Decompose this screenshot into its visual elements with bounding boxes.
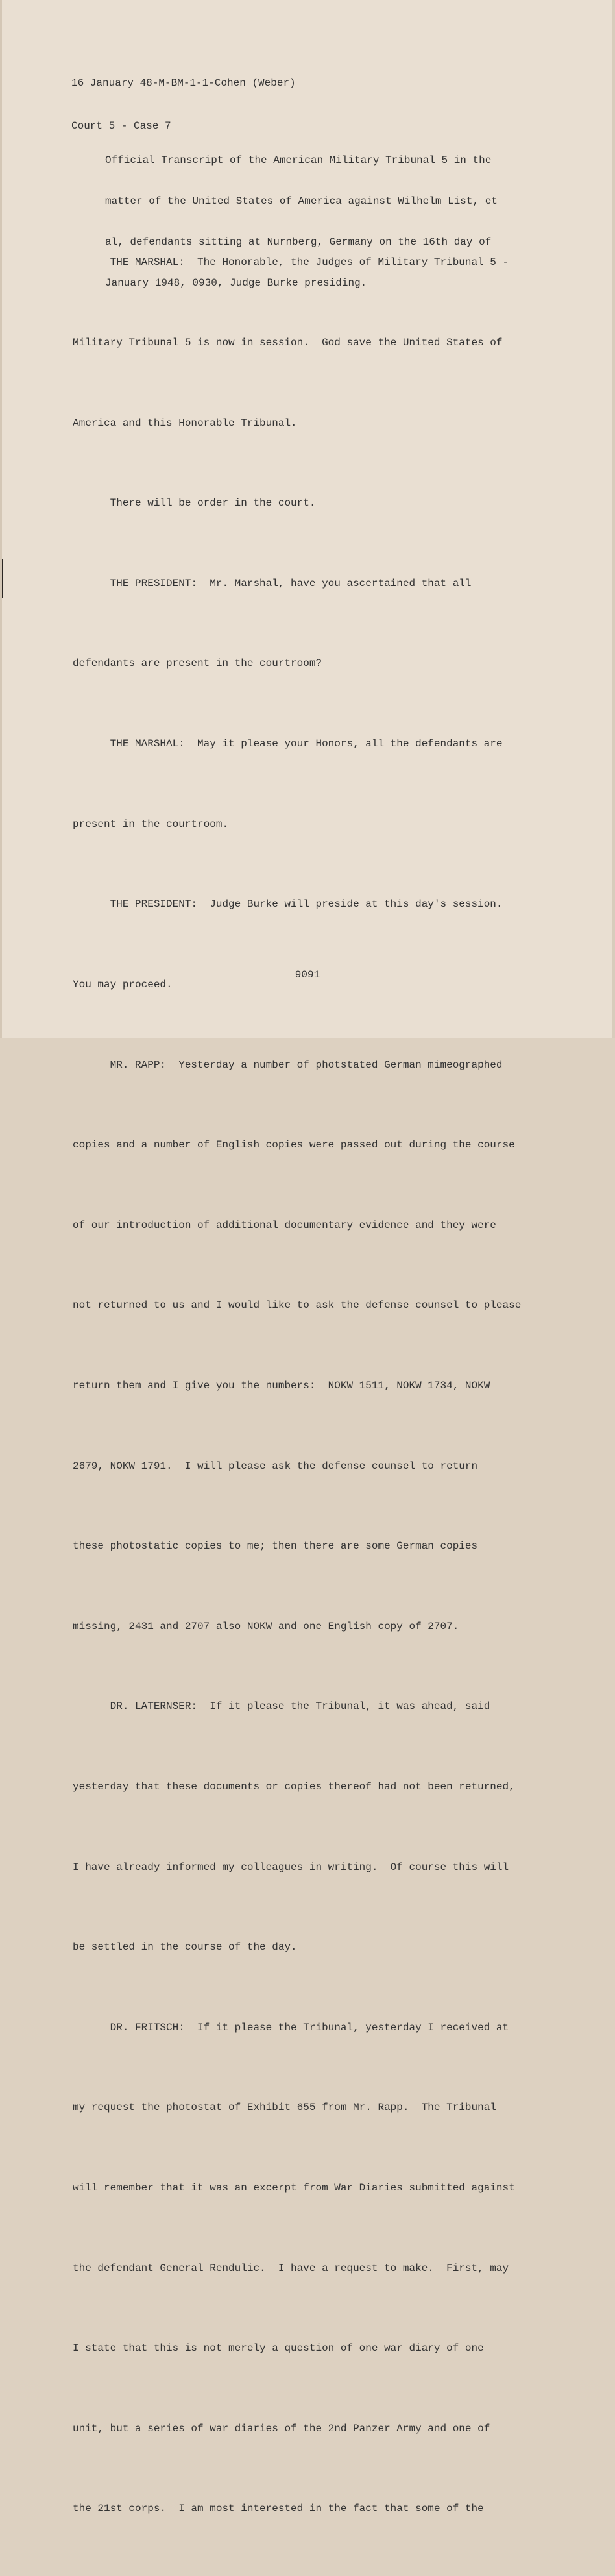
body-line: not returned to us and I would like to ask the defense counsel to please: [73, 1299, 522, 1312]
body-line: THE PRESIDENT: Judge Burke will preside at this day's session.: [73, 898, 503, 911]
body-line: THE MARSHAL: The Honorable, the Judges of Military Tribunal 5 -: [73, 256, 509, 269]
caption-line: Official Transcript of the American Military Tribunal 5 in the: [105, 154, 492, 166]
caption-line: al, defendants sitting at Nurnberg, Germany on the 16th day of: [105, 236, 492, 248]
body-line: MR. RAPP: Yesterday a number of photstated German mimeographed: [73, 1059, 503, 1071]
body-line: DR. FRITSCH: If it please the Tribunal, yesterday I received at: [73, 2021, 509, 2033]
body-line: I state that this is not merely a question of one war diary of one: [73, 2342, 484, 2355]
body-line: America and this Honorable Tribunal.: [73, 417, 297, 429]
body-line: present in the courtroom.: [73, 818, 229, 830]
body-line: the defendant General Rendulic. I have a request to make. First, may: [73, 2262, 509, 2274]
body-line: There will be order in the court.: [73, 497, 316, 509]
page-number: 9091: [295, 969, 320, 981]
header-line-court: Court 5 - Case 7: [71, 120, 171, 132]
body-line: be settled in the course of the day.: [73, 1941, 297, 1954]
body-line: unit, but a series of war diaries of the 2nd Panzer Army and one of: [73, 2422, 490, 2435]
body-line: THE PRESIDENT: Mr. Marshal, have you ascertained that all: [73, 577, 472, 589]
body-line: return them and I give you the numbers: NOKW 1511, NOKW 1734, NOKW: [73, 1379, 490, 1392]
body-line: Military Tribunal 5 is now in session. God save the United States of: [73, 337, 503, 349]
body-line: of our introduction of additional documentary evidence and they were: [73, 1219, 496, 1231]
caption-line: January 1948, 0930, Judge Burke presiding.: [105, 277, 367, 289]
body-line: these photostatic copies to me; then there are some German copies: [73, 1540, 478, 1552]
body-line: THE MARSHAL: May it please your Honors, all the defendants are: [73, 738, 503, 750]
body-line: will remember that it was an excerpt from War Diaries submitted against: [73, 2182, 515, 2194]
caption-line: matter of the United States of America against Wilhelm List, et: [105, 195, 498, 207]
body-line: copies and a number of English copies were passed out during the course: [73, 1139, 515, 1151]
margin-mark: [0, 559, 3, 598]
body-line: 2679, NOKW 1791. I will please ask the defense counsel to return: [73, 1460, 478, 1472]
body-line: yesterday that these documents or copies thereof had not been returned,: [73, 1780, 515, 1793]
transcript-body: [73, 196, 566, 2576]
header-line-date: 16 January 48-M-BM-1-1-Cohen (Weber): [71, 77, 296, 89]
body-line: I have already informed my colleagues in writing. Of course this will: [73, 1861, 509, 1873]
body-line: my request the photostat of Exhibit 655 from Mr. Rapp. The Tribunal: [73, 2102, 496, 2114]
body-line: defendants are present in the courtroom?: [73, 657, 322, 670]
body-line: You may proceed.: [73, 978, 173, 990]
body-line: missing, 2431 and 2707 also NOKW and one English copy of 2707.: [73, 1620, 459, 1632]
body-line: DR. LATERNSER: If it please the Tribunal, it was ahead, said: [73, 1700, 490, 1713]
body-line: the 21st corps. I am most interested in the fact that some of the: [73, 2503, 484, 2515]
